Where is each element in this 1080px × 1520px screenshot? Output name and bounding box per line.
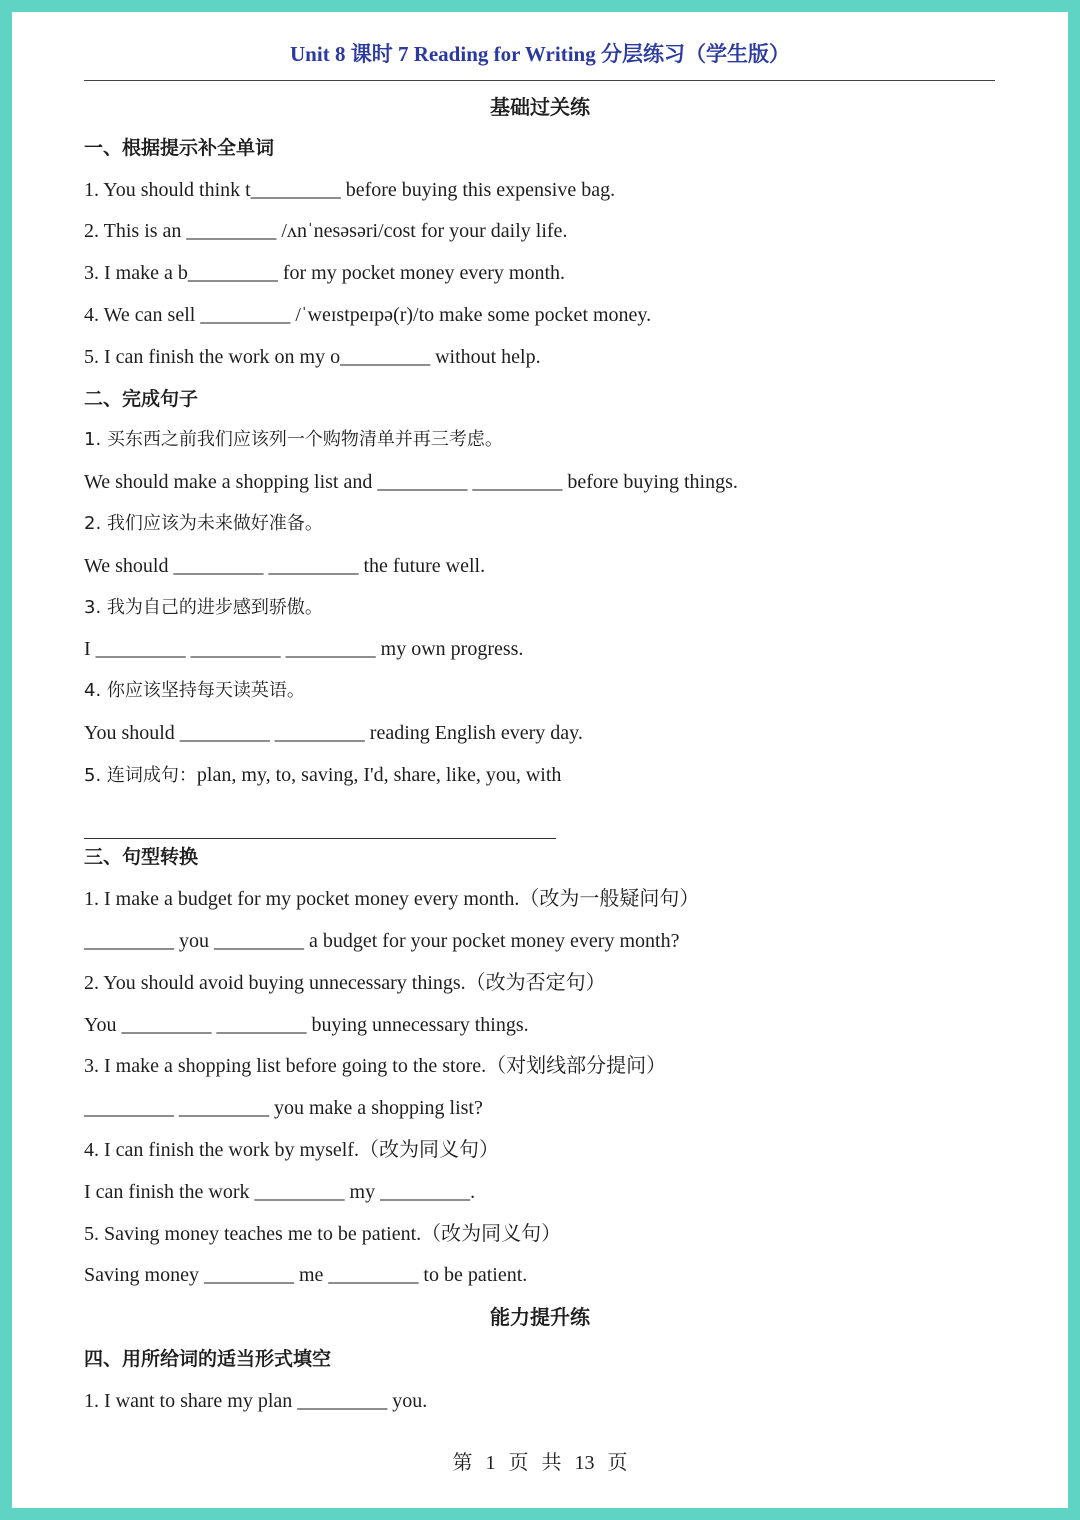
s3-question-2: 2. You should avoid buying unnecessary things.（改为否定句） (84, 972, 606, 994)
s3-answer-5: Saving money _________ me _________ to be patient. (84, 1264, 528, 1286)
s2-question-5-prefix: 5. 连词成句： (84, 765, 197, 786)
s1-question-1: 1. You should think t_________ before buying this expensive bag. (84, 179, 616, 201)
s3-question-3: 3. I make a shopping list before going to the store.（对划线部分提问） (84, 1055, 667, 1077)
section1-heading: 一、根据提示补全单词 (84, 137, 275, 159)
part-heading-basic: 基础过关练 (490, 95, 590, 119)
s2-question-3-cn: 3. 我为自己的进步感到骄傲。 (84, 597, 323, 618)
page-number-footer: 第 1 页 共 13 页 (452, 1452, 628, 1474)
s3-question-1: 1. I make a budget for my pocket money every month.（改为一般疑问句） (84, 888, 700, 910)
s2-question-5-words: plan, my, to, saving, I'd, share, like, you, with (196, 764, 562, 786)
s3-answer-2: You _________ _________ buying unnecessary things. (84, 1014, 529, 1036)
section2-heading: 二、完成句子 (84, 388, 199, 410)
s4-question-1: 1. I want to share my plan _________ you. (84, 1390, 428, 1412)
s3-answer-1: _________ you _________ a budget for your pocket money every month? (84, 930, 680, 952)
section3-heading: 三、句型转换 (84, 846, 199, 868)
s3-answer-4: I can finish the work _________ my _________. (84, 1181, 476, 1203)
s1-question-5: 5. I can finish the work on my o_________ without help. (84, 346, 541, 368)
s3-answer-3: _________ _________ you make a shopping list? (84, 1097, 483, 1119)
s2-question-2-cn: 2. 我们应该为未来做好准备。 (84, 513, 323, 534)
s1-question-4: 4. We can sell _________ /ˈweɪstpeɪpə(r)/to make some pocket money. (84, 304, 652, 326)
s2-question-4-en: You should _________ _________ reading English every day. (84, 722, 583, 744)
worksheet-page (12, 12, 1068, 1508)
s1-question-3: 3. I make a b_________ for my pocket money every month. (84, 262, 565, 284)
page-header-title: Unit 8 课时 7 Reading for Writing 分层练习（学生版） (290, 42, 790, 66)
s2-question-5 (84, 762, 561, 789)
s2-question-3-en: I _________ _________ _________ my own progress. (84, 638, 524, 660)
section4-heading: 四、用所给词的适当形式填空 (84, 1348, 332, 1370)
answer-line (84, 838, 556, 839)
s3-question-4: 4. I can finish the work by myself.（改为同义句） (84, 1139, 499, 1161)
s3-question-5: 5. Saving money teaches me to be patient.（改为同义句） (84, 1223, 562, 1245)
s2-question-4-cn: 4. 你应该坚持每天读英语。 (84, 680, 305, 701)
s2-question-1-cn: 1. 买东西之前我们应该列一个购物清单并再三考虑。 (84, 429, 503, 450)
part-heading-advanced: 能力提升练 (490, 1305, 590, 1329)
s2-question-1-en: We should make a shopping list and _________ _________ before buying things. (84, 471, 738, 493)
s2-question-2-en: We should _________ _________ the future well. (84, 555, 486, 577)
header-divider (84, 80, 995, 81)
s1-question-2: 2. This is an _________ /ʌnˈnesəsəri/cost for your daily life. (84, 220, 568, 242)
